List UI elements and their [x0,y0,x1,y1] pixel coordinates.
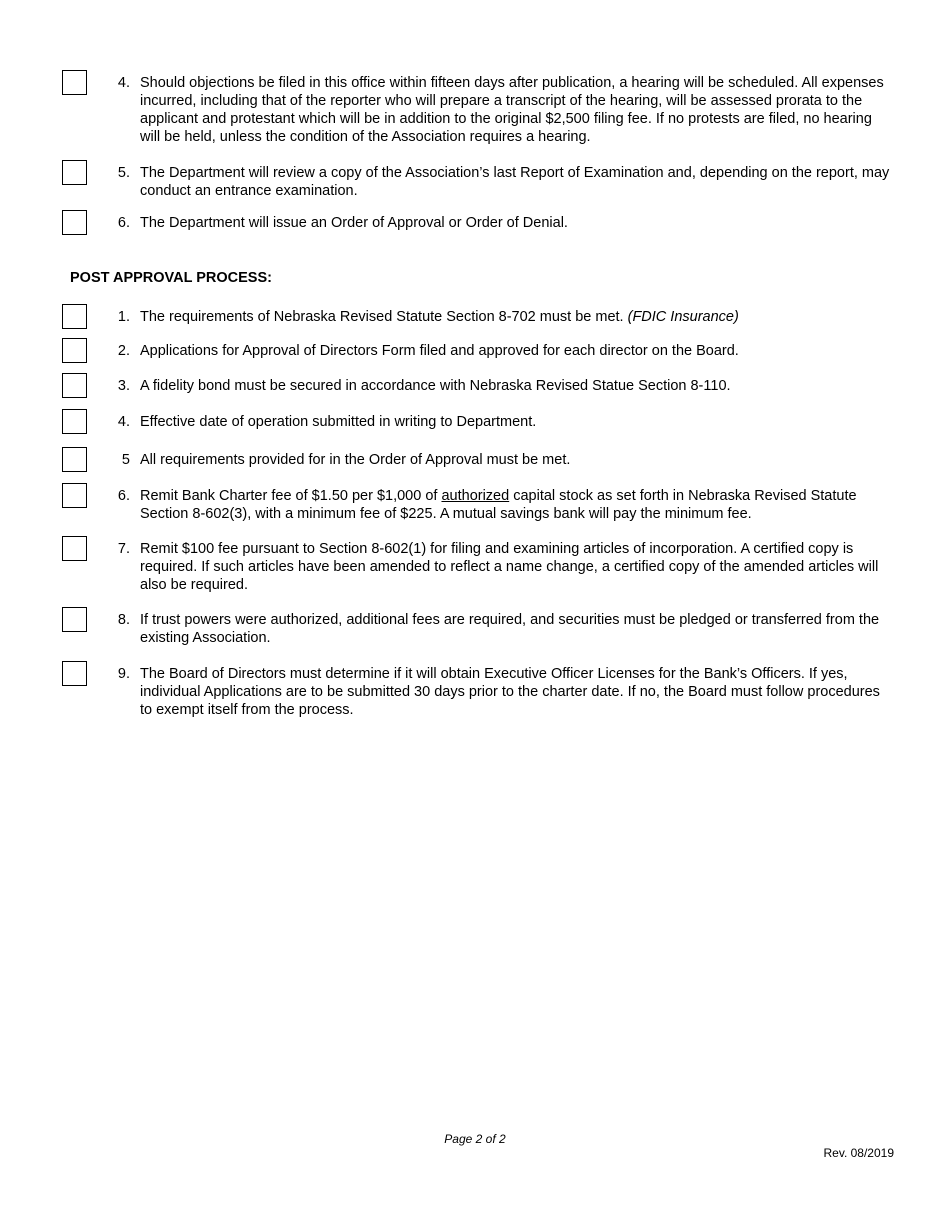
item-number: 7. [117,541,130,557]
item-text: The Board of Directors must determine if it will obtain Executive Officer Licenses for the Bank’s Officers. If yes, individual Applications are to be submitted 30 days prior to the charter date. If no, the Board must follow procedures to exempt itself from the process. [140,666,880,718]
item-text: The Department will issue an Order of Approval or Order of Denial. [140,215,568,231]
checkbox[interactable] [62,447,87,472]
section-heading: POST APPROVAL PROCESS: [70,270,272,286]
item-text-underlined: authorized [441,488,510,504]
item-number: 5 [121,452,130,468]
checkbox[interactable] [62,338,87,363]
item-text [140,308,892,326]
checkbox[interactable] [62,160,87,185]
checkbox[interactable] [62,70,87,95]
item-number: 4. [117,75,130,91]
item-number: 3. [117,378,130,394]
checkbox[interactable] [62,483,87,508]
item-text: All requirements provided for in the Order of Approval must be met. [140,452,571,468]
page-number: Page 2 of 2 [444,1132,506,1146]
checkbox[interactable] [62,210,87,235]
item-number: 8. [117,612,130,628]
item-text: A fidelity bond must be secured in accordance with Nebraska Revised Statue Section 8-110. [140,378,731,394]
item-text: Applications for Approval of Directors Form filed and approved for each director on the Board. [140,343,739,359]
checkbox[interactable] [62,409,87,434]
revision-date: Rev. 08/2019 [823,1146,894,1160]
checkbox[interactable] [62,536,87,561]
checkbox[interactable] [62,661,87,686]
item-number: 6. [117,488,130,504]
item-text [140,487,892,523]
item-text: Effective date of operation submitted in writing to Department. [140,414,537,430]
item-number: 1. [117,309,130,325]
item-text: If trust powers were authorized, additional fees are required, and securities must be pledged or transferred from the existing Association. [140,612,880,646]
item-text: Should objections be filed in this office within fifteen days after publication, a hearing will be scheduled. All expenses incurred, including that of the reporter who will prepare a transcript of the hearing, will be assessed prorata to the applicant and protestant which will be in addition to the original $2,500 filing fee. If no protests are filed, no hearing will be held, unless the condition of the Association requires a hearing. [140,75,884,145]
item-number: 5. [117,165,130,181]
item-number: 4. [117,414,130,430]
item-note: (FDIC Insurance) [627,309,739,325]
item-text-before: Remit Bank Charter fee of $1.50 per $1,000 of [140,488,438,504]
item-text: The Department will review a copy of the Association’s last Report of Examination and, depending on the report, may conduct an entrance examination. [140,165,890,199]
item-number: 2. [117,343,130,359]
item-text-main: The requirements of Nebraska Revised Statute Section 8-702 must be met. [140,309,624,325]
item-number: 6. [117,215,130,231]
checkbox[interactable] [62,607,87,632]
checkbox[interactable] [62,304,87,329]
item-text-after: capital stock as set forth in Nebraska Revised Statute Section 8-602(3), with a minimum fee of $225. A mutual savings bank will pay the minimum fee. [140,488,857,522]
checkbox[interactable] [62,373,87,398]
item-text: Remit $100 fee pursuant to Section 8-602(1) for filing and examining articles of incorporation. A certified copy is required. If such articles have been amended to reflect a name change, a certified copy of the amended articles will also be required. [140,541,879,593]
item-number: 9. [117,666,130,682]
